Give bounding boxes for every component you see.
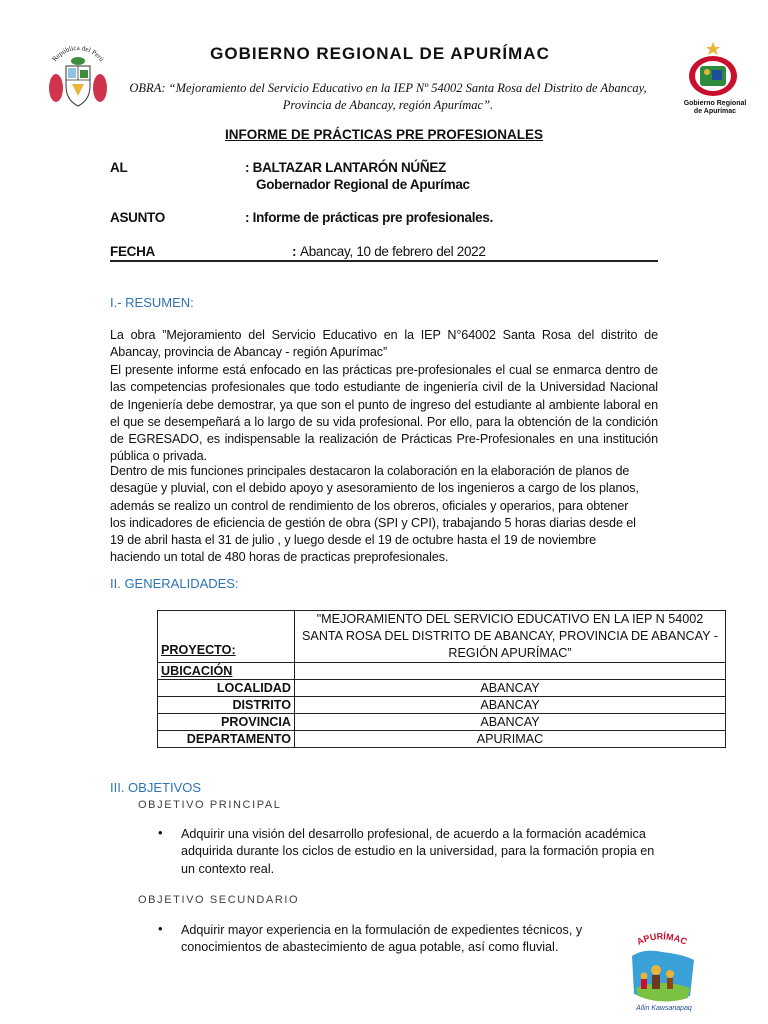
resumen-p3-line: haciendo un total de 480 horas de practicas preprofesionales. — [110, 550, 449, 565]
resumen-p3-line: además se realizo un control de rendimiento de los obreros, oficiales y operarios, para obtener — [110, 498, 629, 513]
provincia-value: ABANCAY — [295, 714, 726, 731]
fecha-value: Abancay, 10 de febrero del 2022 — [300, 244, 486, 259]
ubicacion-label: UBICACIÓN — [158, 663, 295, 680]
table-row — [158, 663, 726, 680]
al-label: AL — [110, 160, 128, 175]
resumen-p3-line: los indicadores de eficiencia de gestión de obra (SPI y CPI), trabajando 5 horas diarias desde el — [110, 515, 636, 530]
left-logo-text: República del Perú — [50, 44, 106, 64]
table-row — [158, 714, 726, 731]
departamento-label: DEPARTAMENTO — [158, 731, 295, 748]
resumen-p3-line: desagüe y pluvial, con el debido apoyo y asesoramiento de los ingenieros a cargo de los planos, — [110, 481, 639, 496]
table-row — [158, 731, 726, 748]
provincia-label: PROVINCIA — [158, 714, 295, 731]
resumen-paragraph-3 — [110, 463, 670, 567]
region-logo-caption-line-2: de Apurímac — [693, 108, 737, 115]
fecha-colon: : — [292, 244, 297, 259]
proyecto-value: "MEJORAMIENTO DEL SERVICIO EDUCATIVO EN LA IEP N 54002 SANTA ROSA DEL DISTRITO DE ABANCAY, PROVINCIA DE ABANCAY - REGIÓN APURÍMAC” — [295, 611, 726, 663]
distrito-label: DISTRITO — [158, 697, 295, 714]
peru-coat-of-arms-logo — [42, 44, 114, 116]
table-row — [158, 611, 726, 663]
generalidades-heading: II. GENERALIDADES: — [110, 576, 239, 591]
objetivos-heading: III. OBJETIVOS — [110, 780, 202, 795]
report-title: INFORME DE PRÁCTICAS PRE PROFESIONALES — [224, 127, 544, 142]
distrito-value: ABANCAY — [295, 697, 726, 714]
svg-text:APURÍMAC — [635, 931, 689, 947]
resumen-heading: I.- RESUMEN: — [110, 295, 194, 310]
resumen-p3-line: 19 de abril hasta el 31 de julio , y luego desde el 19 de octubre hasta el 19 de noviembre — [110, 533, 596, 548]
objetivo-principal-text: Adquirir una visión del desarrollo profesional, de acuerdo a la formación académica adquirida durante los ciclos de estudio en la universidad, para la formación propia en un contexto real. — [181, 827, 655, 876]
footer-logo-top-text: APURÍMAC — [635, 931, 689, 947]
resumen-p3-line: Dentro de mis funciones principales destacaron la colaboración en la elaboración de planos de — [110, 464, 630, 478]
resumen-paragraph-1: La obra ”Mejoramiento del Servicio Educativo en la IEP N°64002 Santa Rosa del distrito de Abancay, provincia de Abancay - región Apurímac” — [110, 328, 658, 360]
objetivo-secundario-heading: OBJETIVO SECUNDARIO — [138, 894, 300, 906]
proyecto-label: PROYECTO: — [158, 611, 295, 663]
fecha-label: FECHA — [110, 244, 155, 259]
table-row — [158, 697, 726, 714]
resumen-paragraph-2: El presente informe está enfocado en las prácticas pre-profesionales el cual se enmarca dentro de las competencias profesionales que todo estudiante de ingeniería civil de la Universidad Nacional de Ingeniería debe demostrar, ya que son el punto de ingreso del estudiante al ambiente laboral en el que se desempeñará a lo largo de su vida profesional. Por ello, para la obtención de la condición de EGRESADO, es indispensable la realización de Prácticas Pre-Profesionales en una institución pública o privada. — [110, 363, 658, 464]
objetivo-secundario-text: Adquirir mayor experiencia en la formulación de expedientes técnicos, y conocimientos de abastecimiento de agua potable, así como fluvial. — [181, 923, 583, 955]
document-title: GOBIERNO REGIONAL DE APURÍMAC — [210, 44, 550, 63]
al-value: : BALTAZAR LANTARÓN NÚÑEZ — [245, 160, 446, 175]
region-logo-caption — [676, 100, 754, 116]
memo-divider — [110, 260, 658, 262]
footer-logo-bottom-text: Allin Kawsanapaq — [636, 1005, 692, 1012]
obra-line-2: Provincia de Abancay, región Apurímac”. — [282, 98, 494, 112]
obra-line-1: OBRA: “Mejoramiento del Servicio Educativo en la IEP Nº 54002 Santa Rosa del Distrito de Abancay, — [129, 81, 647, 95]
localidad-label: LOCALIDAD — [158, 680, 295, 697]
objetivo-principal-heading: OBJETIVO PRINCIPAL — [138, 799, 282, 811]
obra-description — [112, 80, 664, 114]
localidad-value: ABANCAY — [295, 680, 726, 697]
departamento-value: APURIMAC — [295, 731, 726, 748]
al-value-role: Gobernador Regional de Apurímac — [256, 177, 470, 192]
generalidades-table — [157, 610, 726, 748]
bullet-icon: • — [158, 825, 163, 840]
asunto-value: : Informe de prácticas pre profesionales. — [245, 210, 494, 225]
asunto-label: ASUNTO — [110, 210, 165, 225]
apurimac-allin-kawsanapaq-logo — [612, 930, 712, 1014]
region-logo-caption-line-1: Gobierno Regional — [683, 100, 747, 107]
table-row — [158, 680, 726, 697]
bullet-icon: • — [158, 921, 163, 936]
ubicacion-value — [295, 663, 726, 680]
